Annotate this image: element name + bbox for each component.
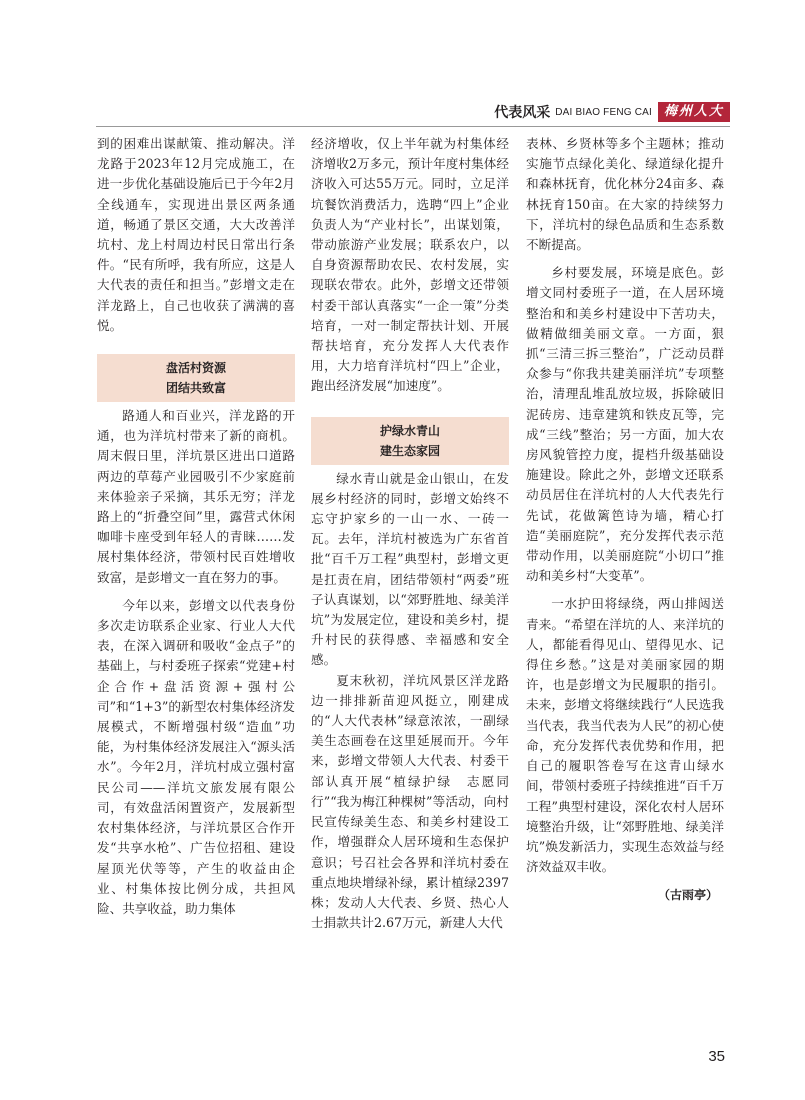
section-title-pinyin: DAI BIAO FENG CAI (555, 106, 652, 118)
article-column-3 (526, 134, 724, 906)
subheading-line-1: 盘活村资源 (165, 361, 226, 376)
header-divider (96, 126, 730, 127)
subheading-line-2: 团结共致富 (165, 381, 226, 396)
author-byline: （古雨亭） (657, 888, 718, 903)
subheading-resources (97, 354, 295, 402)
paragraph: 乡村要发展，环境是底色。彭增文同村委班子一道，在人居环境整治和和美乡村建设中下苦功夫，做精做细美丽文章。一方面，狠抓“三清三拆三整治”，广泛动员群众参与“你我共建美丽洋坑”专项整治，清理乱堆乱放垃圾，拆除破旧泥砖房、违章建筑和铁皮瓦等，完成“三线”整治；另一方面，加大农房风貌管控力度，提档升级基础设施建设。除此之外，彭增文还联系动员居住在洋坑村的人大代表先行先试，花做篱笆诗为墙，精心打造“美丽庭院”，充分发挥代表示范带动作用，以美丽庭院“小切口”推动和美乡村“大变革”。 (526, 265, 724, 584)
paragraph: 夏末秋初，洋坑风景区洋龙路边一排排新苗迎风挺立，刚建成的“人大代表林”绿意浓浓，一副绿美生态画卷在这里延展而开。今年来，彭增文带领人大代表、村委干部认真开展“植绿护绿 志愿同行”“我为梅江种棵树”等活动，向村民宣传绿美生态、和美乡村建设工作，增强群众人居环境和生态保护意识；号召社会各界和洋坑村委在重点地块增绿补绿，累计植绿2397株；发动人大代表、乡贤、热心人士捐款共计2.67万元，新建人大代 (311, 672, 509, 931)
section-title: 代表风采 (494, 105, 551, 121)
paragraph: 绿水青山就是金山银山，在发展乡村经济的同时，彭增文始终不忘守护家乡的一山一水、一砖一瓦。去年，洋坑村被选为广东省首批“百千万工程”典型村，彭增文更是扛责在肩，团结带领村“两委”班子认真谋划，以“郊野胜地、绿美洋坑”为发展定位，建设和美乡村，提升村民的获得感、幸福感和安全感。 (311, 470, 509, 668)
subheading-ecology (311, 417, 509, 465)
section-header (494, 101, 730, 123)
page-number: 35 (708, 1048, 725, 1065)
paragraph: 经济增收，仅上半年就为村集体经济增收2万多元，预计年度村集体经济收入可达55万元。同时，立足洋坑餐饮消费活力，选聘“四上”企业负责人为“产业村长”，出谋划策，带动旅游产业发展；联系农户，以自身资源帮助农民、农村发展，实现联农带农。此外，彭增文还带领村委干部认真落实“一企一策”分类培育，一对一制定帮扶计划、开展帮扶培育，充分发挥人大代表作用，大力培育洋坑村“四上”企业，跑出经济发展“加速度”。 (311, 136, 509, 394)
paragraph: 一水护田将绿绕，两山排闼送青来。“希望在洋坑的人、来洋坑的人，都能看得见山、望得见水、记得住乡愁。”这是对美丽家园的期许，也是彭增文为民履职的指引。未来，彭增文将继续践行“人民选我当代表，我当代表为人民”的初心使命，充分发挥代表优势和作用，把自己的履职答卷写在这青山绿水间，带领村委班子持续推进“百千万工程”典型村建设，深化农村人居环境整治升级，让“郊野胜地、绿美洋坑”焕发新活力，实现生态效益与经济效益双丰收。 (526, 596, 724, 875)
paragraph: 表林、乡贤林等多个主题林；推动实施节点绿化美化、绿道绿化提升和森林抚育，优化林分24亩多、森林抚育150亩。在大家的持续努力下，洋坑村的绿色品质和生态系数不断提高。 (526, 136, 724, 253)
article-column-1 (97, 134, 295, 919)
subheading-line-1: 护绿水青山 (379, 423, 440, 438)
magazine-logo: 梅州人大 (658, 102, 730, 122)
subheading-line-2: 建生态家园 (379, 443, 440, 458)
article-column-2 (311, 134, 509, 933)
paragraph: 路通人和百业兴，洋龙路的开通，也为洋坑村带来了新的商机。周末假日里，洋坑景区进出口道路两边的草莓产业园吸引不少家庭前来体验亲子采摘，其乐无穷；洋龙路上的“折叠空间”里，露营式休闲咖啡卡座受到年轻人的青睐……发展村集体经济，带领村民百姓增收致富，是彭增文一直在努力的事。 (97, 408, 295, 585)
paragraph: 到的困难出谋献策、推动解决。洋龙路于2023年12月完成施工，在进一步优化基础设施后已于今年2月全线通车，实现进出景区两条通道，畅通了景区交通，大大改善洋坑村、龙上村周边村民日常出行条件。“民有所呼，我有所应，这是人大代表的责任和担当。”彭增文走在洋龙路上，自己也收获了满满的喜悦。 (97, 136, 295, 333)
paragraph: 今年以来，彭增文以代表身份多次走访联系企业家、行业人大代表，在深入调研和吸收“金点子”的基础上，与村委班子探索“党建+村企合作+盘活资源+强村公司”和“1+3”的新型农村集体经济发展模式，不断增强村级“造血”功能，为村集体经济发展注入“源头活水”。今年2月，洋坑村成立强村富民公司——洋坑文旅发展有限公司，有效盘活闲置资产，发展新型农村集体经济，与洋坑景区合作开发“共享水枪”、广告位招租、建设屋顶光伏等等，产生的收益由企业、村集体按比例分成，共担风险、共享收益，助力集体 (97, 597, 295, 916)
